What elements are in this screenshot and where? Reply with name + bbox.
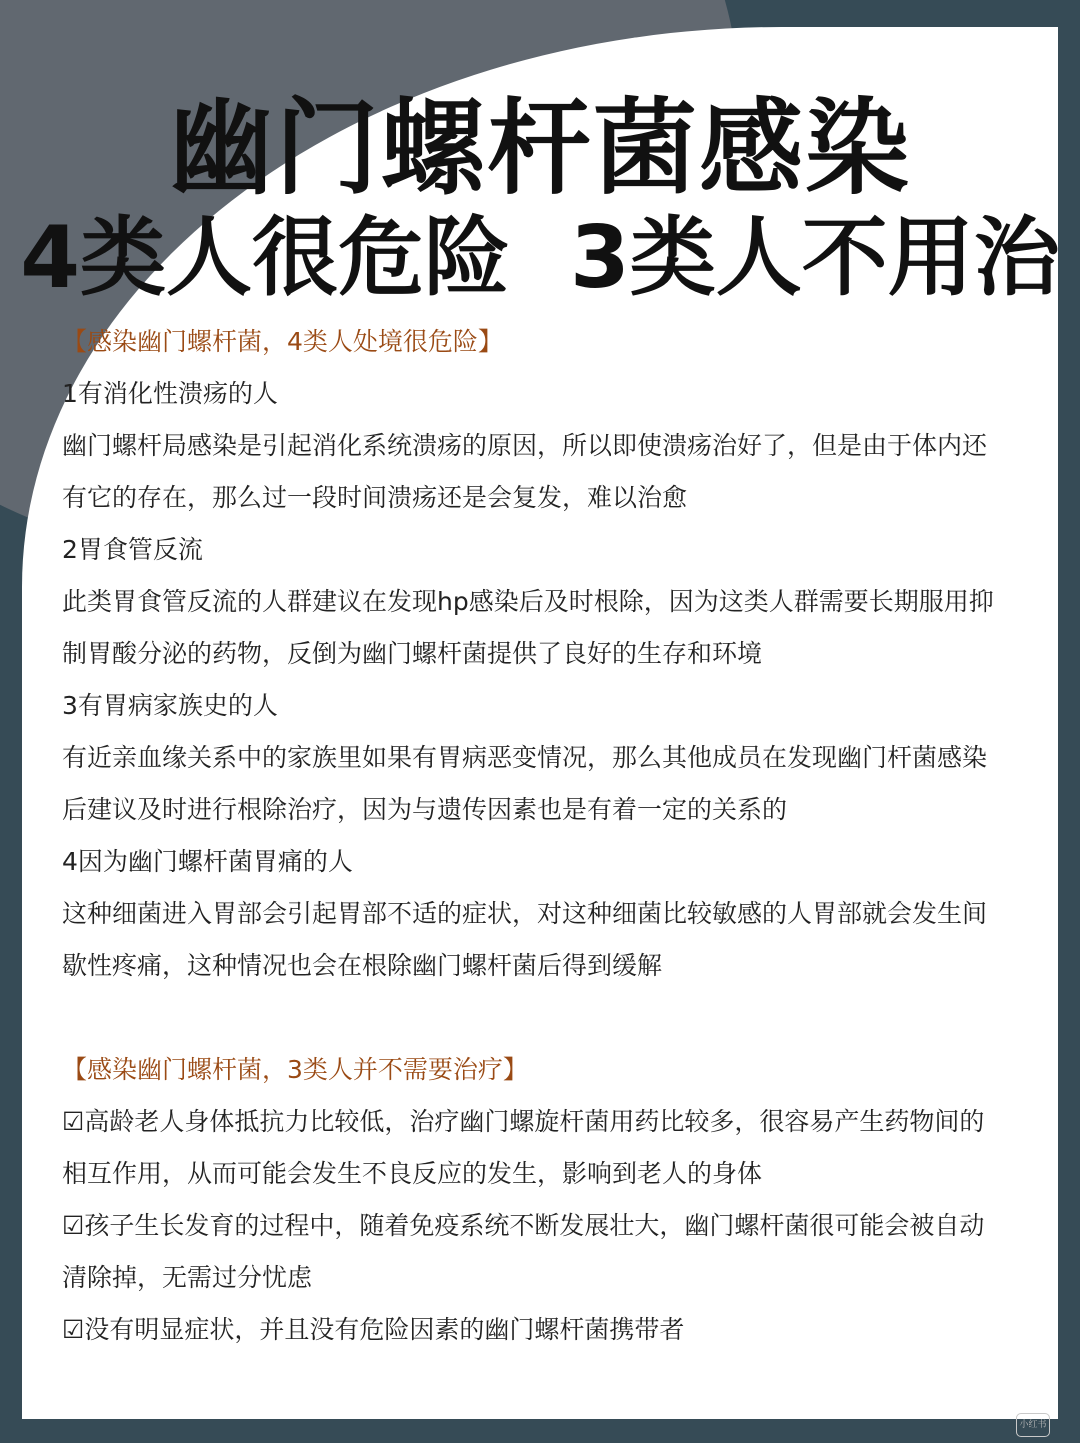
item-text: 后建议及时进行根除治疗，因为与遗传因素也是有着一定的关系的 [62,795,788,824]
page-subtitle: 4类人很危险 3类人不用治 [20,208,1060,308]
checklist-line: ☑孩子生长发育的过程中，随着免疫系统不断发展壮大，幽门螺杆菌很可能会被自动 [62,1211,985,1240]
checklist-line: ☑高龄老人身体抵抗力比较低，治疗幽门螺旋杆菌用药比较多，很容易产生药物间的 [62,1107,985,1136]
page-title: 幽门螺杆菌感染 [168,87,911,209]
watermark-logo: 小红书 [1016,1413,1050,1437]
checklist-line: 相互作用，从而可能会发生不良反应的发生，影响到老人的身体 [62,1159,763,1188]
item-title: 2胃食管反流 [62,535,203,564]
item-title: 1有消化性溃疡的人 [62,379,278,408]
item-title: 3有胃病家族史的人 [62,691,278,720]
item-title: 4因为幽门螺杆菌胃痛的人 [62,847,353,876]
item-text: 此类胃食管反流的人群建议在发现hp感染后及时根除，因为这类人群需要长期服用抑 [62,587,994,616]
section-heading: 【感染幽门螺杆菌，3类人并不需要治疗】 [62,1055,528,1084]
item-text: 有近亲血缘关系中的家族里如果有胃病恶变情况，那么其他成员在发现幽门杆菌感染 [62,743,988,772]
checklist-line: ☑没有明显症状，并且没有危险因素的幽门螺杆菌携带者 [62,1315,685,1344]
item-text: 歇性疼痛，这种情况也会在根除幽门螺杆菌后得到缓解 [62,951,663,980]
item-text: 幽门螺杆局感染是引起消化系统溃疡的原因，所以即使溃疡治好了，但是由于体内还 [62,431,988,460]
item-text: 有它的存在，那么过一段时间溃疡还是会复发，难以治愈 [62,483,688,512]
checklist-line: 清除掉，无需过分忧虑 [62,1263,313,1292]
item-text: 制胃酸分泌的药物，反倒为幽门螺杆菌提供了良好的生存和环境 [62,639,763,668]
item-text: 这种细菌进入胃部会引起胃部不适的症状，对这种细菌比较敏感的人胃部就会发生间 [62,899,988,928]
article-body [62,316,1022,1356]
section-spacer [62,992,1022,1044]
section-heading: 【感染幽门螺杆菌，4类人处境很危险】 [62,327,503,356]
